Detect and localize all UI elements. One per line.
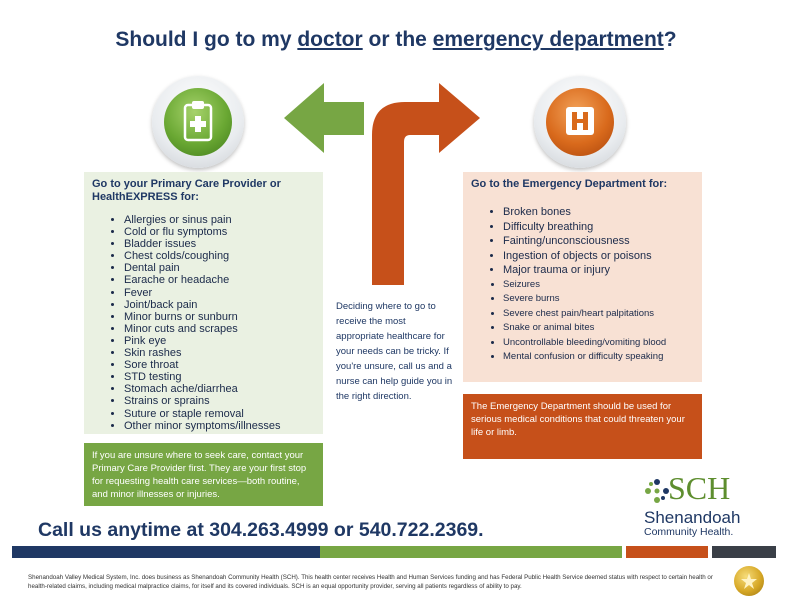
list-item: • Sore throat (124, 359, 315, 371)
guidance-text: Deciding where to go to receive the most appropriate healthcare for your needs can be tricky. If you're unsure, call us and a nurse can help guide you in the right direction. (336, 301, 453, 402)
list-item: • Stomach ache/diarrhea (124, 383, 315, 395)
title-emergency-department: emergency department (432, 28, 664, 51)
list-item: • Joint/back pain (124, 299, 315, 311)
emergency-heading: Go to the Emergency Department for: (471, 178, 668, 190)
logo-subtitle: Community Health. (644, 526, 734, 538)
stripe-navy (12, 546, 320, 558)
list-item: • Minor cuts and scrapes (124, 323, 315, 335)
list-item: • Mental confusion or difficulty speaking (503, 350, 694, 365)
list-item: • Broken bones (503, 205, 694, 220)
arrow-left-icon (284, 83, 364, 153)
list-item: • Other minor symptoms/illnesses (124, 420, 315, 432)
hospital-icon (565, 106, 595, 136)
list-item: • Dental pain (124, 262, 315, 274)
stripe-orange (626, 546, 708, 558)
people-icon (644, 478, 670, 504)
primary-care-panel (84, 172, 323, 434)
seal-icon (734, 566, 764, 596)
list-item: • Difficulty breathing (503, 220, 694, 235)
list-item: • Chest colds/coughing (124, 250, 315, 262)
list-item: • Seizures (503, 278, 694, 293)
emergency-note: The Emergency Department should be used for serious medical conditions that could threaten your life or limb. (463, 394, 702, 459)
sch-logo (644, 470, 764, 540)
seal-star-icon (734, 566, 764, 596)
list-item: • Major trauma or injury (503, 263, 694, 278)
call-line: Call us anytime at 304.263.4999 or 540.722.2369. (38, 519, 484, 541)
list-item: • Minor burns or sunburn (124, 311, 315, 323)
title-suffix: ? (663, 28, 677, 51)
title-doctor: doctor (297, 28, 363, 51)
primary-care-badge (152, 76, 244, 168)
list-item: • Earache or headache (124, 274, 315, 286)
primary-care-list (92, 214, 315, 432)
primary-care-note: If you are unsure where to seek care, contact your Primary Care Provider first. They are your first stop for requesting health care services—both routine, and minor illnesses or injuries. (84, 443, 323, 506)
stripe-gray (712, 546, 776, 558)
list-item: • Snake or animal bites (503, 321, 694, 336)
logo-name: Shenandoah (644, 508, 741, 527)
list-item: • Bladder issues (124, 238, 315, 250)
footer-disclaimer: Shenandoah Valley Medical System, Inc. does business as Shenandoah Community Health (SCH). This health center receives Health and Human Services funding and has Federal Public Health Service deemed status with respect to certain health or health-related claims, including medical malpractice claims, for itself and its covered individuals. SCH is an equal opportunity provider, serving all patients regardless of ability to pay. (28, 574, 713, 590)
clipboard-icon (182, 100, 214, 142)
list-item: • Skin rashes (124, 347, 315, 359)
list-item: • Fever (124, 287, 315, 299)
primary-care-heading: Go to your Primary Care Provider or HealthEXPRESS for: (92, 178, 281, 203)
list-item: • STD testing (124, 371, 315, 383)
logo-abbr: SCH (668, 470, 731, 506)
list-item: • Allergies or sinus pain (124, 214, 315, 226)
emergency-badge (534, 76, 626, 168)
title-middle: or the (362, 28, 433, 51)
title-prefix: Should I go to my (115, 28, 298, 51)
stripe-green (320, 546, 622, 558)
list-item: • Suture or staple removal (124, 408, 315, 420)
emergency-panel (463, 172, 702, 382)
list-item: • Severe chest pain/heart palpitations (503, 307, 694, 322)
list-item: • Ingestion of objects or poisons (503, 249, 694, 264)
list-item: • Uncontrollable bleeding/vomiting blood (503, 336, 694, 351)
list-item: • Severe burns (503, 292, 694, 307)
list-item: • Strains or sprains (124, 395, 315, 407)
list-item: • Cold or flu symptoms (124, 226, 315, 238)
list-item: • Pink eye (124, 335, 315, 347)
emergency-list (471, 205, 694, 365)
page-title (0, 28, 792, 52)
list-item: • Fainting/unconsciousness (503, 234, 694, 249)
